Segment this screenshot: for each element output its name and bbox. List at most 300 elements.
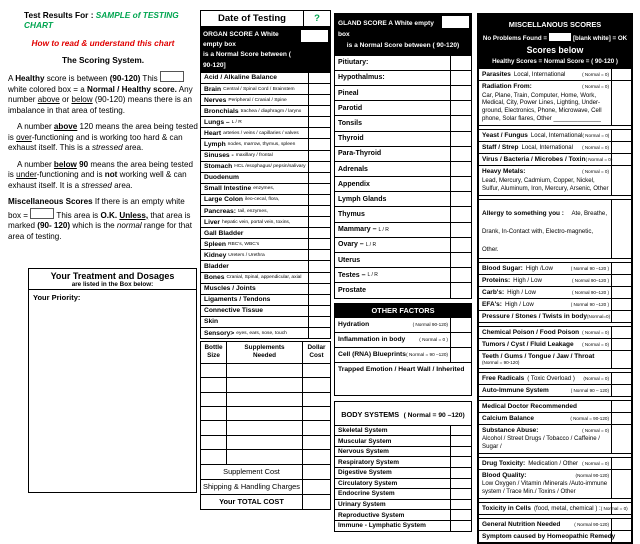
- miscellanous-normal-range: ( Normal = 0): [582, 341, 609, 347]
- gland-score-cell: [450, 238, 471, 252]
- page-title: [8, 10, 198, 30]
- miscellanous-rows: [479, 69, 631, 542]
- miscellanous-row-body: [479, 299, 611, 310]
- organ-score-cell: [308, 239, 330, 249]
- gland-name: Ovary –: [338, 241, 364, 249]
- miscellanous-row-body: [479, 503, 628, 514]
- body-system-row: [335, 436, 471, 447]
- supplement-empty-row: [201, 393, 330, 407]
- organ-score-cell: [308, 128, 330, 138]
- organ-row: [201, 273, 330, 284]
- miscellanous-row-body: [479, 263, 611, 274]
- supplement-name-cell: [227, 436, 302, 449]
- miscellanous-item-detail: (food, metal, chemical ) :: [534, 505, 601, 513]
- body-system-row: [335, 457, 471, 468]
- cost-cell: [302, 421, 330, 434]
- body-system-rows: [335, 426, 471, 531]
- empty-white-box: [301, 30, 328, 42]
- miscellanous-normal-range: (Normal 90-120): [575, 472, 609, 478]
- organ-name: Skin: [204, 318, 219, 326]
- miscellanous-row-body: [479, 69, 611, 80]
- gland-score-cell: [450, 56, 471, 70]
- organ-row: [201, 217, 330, 228]
- cost-cell: [302, 393, 330, 406]
- gland-score-cell: [450, 268, 471, 282]
- organ-row: [201, 195, 330, 206]
- body-system-score-cell: [450, 479, 471, 489]
- miscellanous-normal-range: ( Normal 90 – 120): [570, 387, 609, 393]
- gland-name: Para-Thyroid: [338, 150, 382, 158]
- organ-row: [201, 250, 330, 261]
- body-system-score-cell: [450, 457, 471, 467]
- gland-row: [335, 101, 471, 116]
- miscellanous-row-line: [482, 533, 616, 541]
- gland-row: [335, 268, 471, 283]
- organ-row: [201, 106, 330, 117]
- organ-name: Connective Tissue: [204, 307, 263, 315]
- miscellanous-row: [479, 425, 631, 454]
- miscellanous-item-name: Toxicity in Cells: [482, 505, 532, 513]
- miscellanous-row-line: [482, 329, 611, 336]
- organ-detail: Cranial, Spinal, appendicular, axial: [226, 275, 302, 281]
- miscellanous-row: [479, 69, 631, 81]
- miscellanous-row: [479, 531, 631, 542]
- body-system-score-cell: [450, 468, 471, 478]
- gland-score-cell: [450, 71, 471, 85]
- supplement-empty-row: [201, 421, 330, 435]
- cost-label: Cost: [309, 352, 324, 360]
- organ-score-cell: [308, 306, 330, 316]
- miscellanous-row-line: [482, 156, 611, 163]
- date-of-testing-row: [200, 10, 331, 27]
- body-system-score-cell: [450, 436, 471, 446]
- organ-score-header: [200, 27, 331, 73]
- page-title-prefix: Test Results For :: [24, 10, 96, 20]
- miscellanous-score-cell: [611, 200, 631, 258]
- miscellanous-row: [479, 339, 631, 351]
- miscellanous-normal-range: ( Normal 90–120 ): [571, 289, 609, 295]
- miscellanous-item-sublist: Car, Plane, Train, Computer, Home, Work, Medical, City, Power Lines, Lighting, Under-ground, Electronics, Phone, Microwave, Cell phone, Solar flares, Other ______________: [482, 91, 602, 123]
- organ-name: Heart: [204, 129, 222, 137]
- miscellanous-row-body: [479, 311, 611, 322]
- cost-total-cell: [302, 465, 330, 479]
- miscellanous-score-cell: [611, 351, 631, 368]
- gland-row: [335, 56, 471, 71]
- organ-detail: maxillary / frontal: [235, 153, 273, 159]
- organ-detail: RBC's, WBC's: [227, 241, 260, 247]
- miscellanous-normal-range: ( Normal = 0): [582, 427, 609, 433]
- organ-score-cell: [308, 73, 330, 83]
- gland-row: [335, 207, 471, 222]
- miscellanous-item-name: Free Radicals: [482, 374, 525, 382]
- factor-score-cell: [450, 348, 471, 362]
- gland-score-cell: [450, 207, 471, 221]
- miscellanous-row-line: [482, 71, 611, 78]
- miscellanous-item-name: General Nutrition Needed: [482, 521, 561, 529]
- no-problems-prefix: No Problems Found =: [482, 34, 547, 42]
- organ-rows: [200, 73, 331, 339]
- organ-score-cell: [308, 184, 330, 194]
- body-system-score-cell: [450, 426, 471, 436]
- empty-white-box: [549, 33, 571, 41]
- organ-row: [201, 139, 330, 150]
- miscellanous-item-detail: Ate, Breathe, Drank, In-Contact with, Electro-magnetic, Other.: [482, 209, 608, 253]
- cost-total-rows: [201, 465, 330, 510]
- organ-score-header-line2: is a Normal Score between ( 90-120]: [203, 51, 291, 69]
- organ-score-cell: [308, 151, 330, 161]
- cost-total-label: Supplement Cost: [223, 467, 280, 477]
- gland-name: Pineal: [338, 89, 359, 97]
- organ-score-cell: [308, 195, 330, 205]
- organ-score-cell: [308, 84, 330, 94]
- cost-total-row: [201, 480, 330, 495]
- size-label: Size: [207, 352, 220, 360]
- organ-name: Liver: [204, 218, 220, 226]
- cost-cell: [302, 364, 330, 377]
- miscellanous-row-body: [479, 351, 611, 368]
- supplements-needed-header: [227, 342, 302, 363]
- organ-name: Duodenum: [204, 174, 239, 182]
- miscellanous-row: [479, 372, 631, 385]
- body-system-name: Respiratory System: [338, 458, 400, 466]
- supplement-name-cell: [227, 364, 302, 377]
- miscellanous-row-line: [482, 83, 611, 90]
- miscellanous-row-line: [482, 144, 611, 151]
- gland-name: Pitiutary:: [338, 59, 369, 67]
- miscellanous-normal-range: ( Normal 90 –120 ): [570, 301, 609, 307]
- gland-score-cell: [450, 283, 471, 297]
- miscellanous-item-name: Substance Abuse:: [482, 426, 539, 434]
- no-problems-line: [481, 33, 629, 42]
- miscellanous-normal-range: ( Normal = 0): [582, 133, 610, 139]
- miscellanous-normal-range: ( Normal 90 –120 ): [570, 265, 609, 271]
- body-system-name: Skeletal System: [338, 426, 388, 434]
- gland-name: Prostate: [338, 287, 367, 295]
- miscellanous-row-body: [479, 385, 611, 396]
- miscellanous-item-name: Yeast / Fungus: [482, 132, 528, 140]
- supplement-empty-row: [201, 436, 330, 450]
- organ-row: [201, 95, 330, 106]
- miscellanous-normal-range: ( Normal = 0): [582, 145, 609, 151]
- miscellanous-score-cell: [611, 458, 631, 469]
- factor-score-cell: [450, 333, 471, 347]
- miscellanous-score-cell: [611, 130, 631, 141]
- bottle-size-cell: [201, 378, 227, 391]
- miscellanous-row-line: [482, 427, 611, 434]
- body-system-row: [335, 468, 471, 479]
- supplement-name-cell: [227, 393, 302, 406]
- paragraph-miscellaneous-scores: Miscellaneous Scores If there is an empty white box = This area is O.K. Unless, that area is marked (90- 120) which is the normal range for that area of testing.: [8, 197, 193, 241]
- other-factor-row: [335, 363, 471, 395]
- page-title-highlight: SAMPLE of TESTING CHART: [24, 10, 179, 30]
- organ-score-cell: [308, 106, 330, 116]
- miscellanous-row-body: [479, 413, 611, 424]
- gland-score-cell: [450, 192, 471, 206]
- miscellanous-row: [479, 518, 631, 531]
- miscellanous-score-cell: [611, 287, 631, 298]
- miscellanous-row-line: [482, 387, 611, 394]
- cost-total-row: [201, 465, 330, 480]
- gland-score-cell: [450, 86, 471, 100]
- other-factors-header: OTHER FACTORS: [334, 303, 472, 318]
- miscellanous-row: [479, 400, 631, 413]
- supplement-name-cell: [227, 450, 302, 463]
- miscellanous-normal-range: ( Normal 90–120 ): [571, 277, 609, 283]
- factor-name: Hydration: [338, 321, 370, 329]
- gland-row: [335, 162, 471, 177]
- scores-below-label: Scores below: [526, 44, 584, 55]
- body-system-name: Immune - Lymphatic System: [338, 522, 426, 530]
- organ-score-cell: [308, 284, 330, 294]
- supplement-name-cell: [227, 378, 302, 391]
- body-systems-title: BODY SYSTEMS: [341, 410, 400, 420]
- gland-name: Appendix: [338, 180, 370, 188]
- body-system-score-cell: [450, 489, 471, 499]
- miscellanous-item-name: Allergy to something you :: [482, 209, 564, 217]
- organ-name: Brain: [204, 85, 222, 93]
- body-system-name: Circulatory System: [338, 479, 398, 487]
- factor-normal-range: ( Normal = 0 ): [419, 337, 448, 343]
- organ-detail: Ureters / Urethra: [228, 252, 265, 258]
- organ-detail: L / R: [231, 119, 242, 125]
- gland-name: Lymph Glands: [338, 195, 387, 203]
- miscellanous-item-name: Parasites: [482, 71, 511, 78]
- gland-score-cell: [450, 162, 471, 176]
- miscellanous-normal-range: ( Normal = 0): [582, 329, 609, 335]
- miscellanous-row: [479, 299, 631, 311]
- organ-detail: arteries / veins / capillaries / valves: [223, 130, 299, 136]
- miscellanous-item-detail: High /Low: [525, 264, 553, 272]
- miscellanous-row: [479, 470, 631, 499]
- organ-row: [201, 128, 330, 139]
- dollar-cost-header: [302, 342, 330, 363]
- miscellanous-score-cell: [611, 154, 631, 165]
- bottle-size-cell: [201, 393, 227, 406]
- organ-row: [201, 151, 330, 162]
- gland-name: Thymus: [338, 211, 365, 219]
- organ-row: [201, 295, 330, 306]
- miscellanous-score-cell: [611, 142, 631, 153]
- gland-detail: L / R: [367, 272, 378, 279]
- gland-name: Parotid: [338, 104, 363, 112]
- organ-row: [201, 306, 330, 317]
- organ-score-cell: [308, 273, 330, 283]
- cost-cell: [302, 378, 330, 391]
- supplement-name-cell: [227, 407, 302, 420]
- organ-detail: tail, enzymes,: [237, 208, 268, 214]
- miscellanous-row-body: [479, 142, 611, 153]
- factor-score-cell: [450, 318, 471, 332]
- body-system-row: [335, 447, 471, 458]
- miscellanous-normal-range: ( Normal = 90-120): [570, 415, 609, 421]
- miscellanous-score-cell: [611, 401, 631, 412]
- miscellanous-row: [479, 166, 631, 195]
- organ-name: Stomach: [204, 163, 233, 171]
- miscellanous-item-name: Symptom caused by Homeopathic Remedy: [482, 533, 616, 541]
- miscellanous-row-line: [482, 472, 611, 479]
- miscellanous-row-body: [479, 275, 611, 286]
- body-system-score-cell: [450, 510, 471, 520]
- miscellanous-row-line: [482, 265, 611, 272]
- miscellanous-row-body: [479, 200, 611, 258]
- miscellanous-item-detail: ( Toxic Overload ): [527, 374, 575, 382]
- miscellanous-normal-range: (Normal=0): [587, 313, 611, 319]
- scoring-system-heading: The Scoring System.: [61, 55, 145, 65]
- miscellanous-item-name: Blood Quality:: [482, 471, 527, 479]
- date-of-testing-label: Date of Testing: [218, 13, 286, 24]
- gland-score-cell: [450, 223, 471, 237]
- organ-score-cell: [308, 228, 330, 238]
- empty-white-box: [160, 71, 184, 82]
- your-priority-label: Your Priority:: [33, 293, 81, 302]
- miscellanous-item-name: Proteins:: [482, 276, 511, 284]
- miscellanous-score-cell: [611, 311, 631, 322]
- gland-name: Hypothalmus:: [338, 74, 385, 82]
- cost-cell: [302, 436, 330, 449]
- miscellanous-row-body: [479, 327, 611, 338]
- gland-row: [335, 147, 471, 162]
- miscellanous-score-cell: [611, 339, 631, 350]
- organ-detail: ileo-cecal, flora,: [245, 197, 280, 203]
- miscellanous-item-name: Pressure / Stones / Twists in body: [482, 312, 587, 320]
- miscellanous-row-body: [479, 339, 611, 350]
- organ-row: [201, 328, 330, 338]
- organ-name: Lymph: [204, 140, 226, 148]
- miscellanous-score-cell: [611, 69, 631, 80]
- miscellanous-normal-range: ( Normal = 0): [582, 460, 609, 466]
- organ-score-cell: [308, 162, 330, 172]
- miscellanous-item-name: Tumors / Cyst / Fluid Leakage: [482, 340, 574, 348]
- bottle-size-cell: [201, 407, 227, 420]
- organ-name: Bladder: [204, 263, 229, 271]
- factor-name: Trapped Emotion / Heart Wall / Inherited: [338, 365, 465, 373]
- miscellanous-score-cell: [611, 81, 631, 125]
- miscellanous-scores-title: MISCELLANOUS SCORES: [508, 20, 602, 29]
- body-system-row: [335, 510, 471, 521]
- organ-name: Bones: [204, 274, 225, 282]
- miscellanous-item-name: Chemical Poison / Food Poison: [482, 328, 580, 336]
- miscellanous-item-name: Calcium Balance: [482, 414, 535, 422]
- miscellanous-item-detail: High / Low: [507, 288, 536, 296]
- miscellanous-item-name: Carb's:: [482, 288, 505, 296]
- factor-name: Inflammation in body: [338, 336, 406, 344]
- organ-name: Bronchials: [204, 107, 239, 115]
- supplements-table-header: [201, 342, 330, 364]
- body-systems-normal-range: ( Normal = 90 –120): [403, 412, 465, 420]
- miscellanous-row-line: [482, 375, 611, 382]
- miscellanous-row: [479, 385, 631, 397]
- organ-row: [201, 317, 330, 328]
- miscellanous-item-name: Blood Sugar:: [482, 264, 523, 272]
- organ-row: [201, 84, 330, 95]
- organ-score-cell: [308, 217, 330, 227]
- miscellanous-item-name: Staff / Strep: [482, 144, 519, 152]
- body-system-row: [335, 500, 471, 511]
- miscellanous-score-cell: [611, 373, 631, 384]
- no-problems-suffix: [blank white] = OK: [572, 34, 628, 42]
- miscellanous-normal-range: ( Normal = 0): [582, 84, 609, 89]
- gland-name: Thyroid: [338, 135, 364, 143]
- miscellanous-row-body: [479, 401, 611, 412]
- organ-detail: nodes, marrow, thymus, spleen: [227, 141, 296, 147]
- gland-score-header: [334, 13, 472, 56]
- gland-detail: L / R: [378, 226, 389, 233]
- paragraph-healthy-score: A Healthy score is between (90-120) This white colored box = a Normal / Healthy score. Any number above or below (90-120) means there is an imbalance in that area of testing.: [8, 71, 198, 116]
- organ-detail: hepatic vein, portal vein, toxins,: [221, 219, 291, 225]
- miscellanous-row: [479, 326, 631, 339]
- other-factor-row: [335, 318, 471, 333]
- supplement-empty-row: [201, 450, 330, 464]
- gland-rows: [334, 56, 472, 299]
- gland-name: Uterus: [338, 256, 361, 264]
- gland-row: [335, 177, 471, 192]
- miscellanous-item-detail: Local, International: [513, 71, 566, 78]
- miscellanous-row-body: [479, 287, 611, 298]
- organ-row: [201, 73, 330, 84]
- miscellanous-row-body: [479, 470, 611, 498]
- organ-detail: Peripheral / Cranial / Spine: [228, 97, 287, 103]
- miscellanous-row-body: [479, 458, 611, 469]
- other-factors-rows: [334, 318, 472, 396]
- gland-score-cell: [450, 116, 471, 130]
- miscellanous-row-body: [479, 519, 611, 530]
- gland-detail: L / R: [365, 241, 377, 248]
- gland-row: [335, 238, 471, 253]
- miscellanous-row-body: [479, 154, 611, 165]
- body-system-row: [335, 521, 471, 531]
- miscellanous-score-cell: [611, 327, 631, 338]
- gland-name: Tonsils: [338, 119, 362, 127]
- miscellanous-normal-range: (Normal = 0): [583, 375, 609, 381]
- miscellanous-row-line: [482, 168, 611, 175]
- miscellanous-item-name: Teeth / Gums / Tongue / Jaw / Throat: [482, 352, 595, 360]
- organ-name: Sensory>: [204, 329, 235, 337]
- help-question-mark: ?: [303, 11, 330, 26]
- miscellanous-row-line: [482, 313, 611, 320]
- treatment-dosages-box: [28, 268, 197, 493]
- miscellanous-score-cell: [611, 166, 631, 194]
- miscellanous-row-line: [482, 277, 611, 284]
- factor-normal-range: ( Normal 90-120): [412, 322, 448, 328]
- empty-white-box: [442, 16, 469, 28]
- gland-score-header-line2: is a Normal Score between ( 90-120): [346, 42, 460, 50]
- supplement-empty-row: [201, 364, 330, 378]
- cost-cell: [302, 407, 330, 420]
- miscellanous-row: [479, 81, 631, 126]
- miscellanous-row-body: [479, 373, 611, 384]
- cost-total-cell: [302, 495, 330, 509]
- miscellanous-row-line: [482, 353, 611, 360]
- miscellanous-score-cell: [611, 470, 631, 498]
- organ-name: Sinuses -: [204, 152, 234, 160]
- organ-detail: enzymes,: [253, 186, 275, 192]
- miscellanous-item-sublist: (Normal = 90-120): [482, 359, 520, 365]
- miscellanous-score-cell: [611, 503, 631, 514]
- miscellanous-row: [479, 311, 631, 323]
- bottle-size-cell: [201, 436, 227, 449]
- organ-score-cell: [308, 317, 330, 327]
- gland-row: [335, 71, 471, 86]
- gland-name: Adrenals: [338, 165, 368, 173]
- miscellanous-row-line: [482, 289, 611, 296]
- bottle-size-cell: [201, 450, 227, 463]
- miscellanous-row-line: [482, 341, 611, 348]
- miscellanous-row-line: [482, 202, 611, 256]
- miscellanous-row-line: [482, 132, 611, 139]
- body-system-score-cell: [450, 447, 471, 457]
- organ-row: [201, 239, 330, 250]
- organ-score-cell: [308, 139, 330, 149]
